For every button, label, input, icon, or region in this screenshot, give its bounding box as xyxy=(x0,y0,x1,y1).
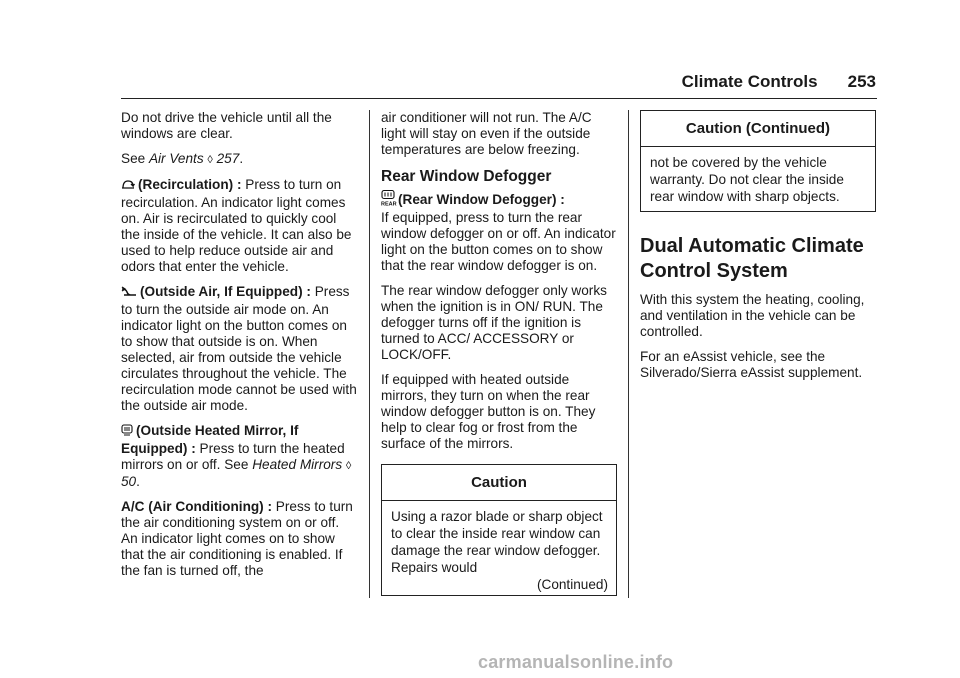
paragraph: Do not drive the vehicle until all the windows are clear. xyxy=(121,110,332,141)
heated-mirror-paragraph: (Outside Heated Mirror, If Equipped) : Press to turn the heated mirrors on or off. See Heated Mirrors ◊ 50. xyxy=(121,423,352,489)
column-divider xyxy=(369,110,370,598)
section-heading: Rear Window Defogger xyxy=(381,168,552,185)
column-divider xyxy=(628,110,629,598)
paragraph: With this system the heating, cooling, and ventilation in the vehicle can be controlled. xyxy=(640,292,865,339)
caution-title: Caution (Continued) xyxy=(641,111,875,147)
paragraph: If equipped with heated outside mirrors, they turn on when the rear window defogger button is on. They help to clear fog or frost from the surface of the mirrors. xyxy=(381,372,596,451)
page-reference[interactable]: 50 xyxy=(121,474,137,489)
outside-air-icon xyxy=(121,286,137,302)
section-title: Climate Controls xyxy=(681,72,818,91)
paragraph: For an eAssist vehicle, see the Silverado/Sierra eAssist supplement. xyxy=(640,349,863,380)
ac-paragraph: A/C (Air Conditioning) : Press to turn the air conditioning system on or off. An indicator light comes on to show that the air conditioning is enabled. If the fan is turned off, the xyxy=(121,499,353,578)
recirculation-paragraph: (Recirculation) : Press to turn on recirculation. An indicator light comes on. Air is recirculated to quickly cool the inside of the vehicle. It can also be used to help reduce outside air and odors that enter the vehicle. xyxy=(121,177,352,274)
section-heading: Dual Automatic Climate Control System xyxy=(640,235,864,282)
heated-mirror-icon xyxy=(121,424,133,441)
svg-text:REAR: REAR xyxy=(381,201,397,208)
recirculation-icon xyxy=(121,179,135,195)
outside-air-paragraph: (Outside Air, If Equipped) : Press to turn the outside air mode on. An indicator light on the button comes on to show that outside is on. When selected, air from outside the vehicle circulates throughout the vehicle. The recirculation mode cannot be used with the outside air mode. xyxy=(121,284,357,413)
paragraph: air conditioner will not run. The A/C light will stay on even if the outside temperatures are below freezing. xyxy=(381,110,592,157)
caution-box xyxy=(381,464,617,596)
page-reference[interactable]: 257 xyxy=(216,151,240,166)
caution-text: Using a razor blade or sharp object to clear the inside rear window can damage the rear window defogger. Repairs would xyxy=(391,509,603,575)
page-header xyxy=(0,72,876,92)
rear-defogger-paragraph: REAR (Rear Window Defogger) : If equipped, press to turn the rear window defogger on or off. An indicator light on the button comes on to show that the rear window defogger is on. xyxy=(381,192,616,273)
column-2 xyxy=(381,110,617,596)
watermark: carmanualsonline.info xyxy=(478,652,674,672)
page-number: 253 xyxy=(847,72,876,91)
paragraph: The rear window defogger only works when the ignition is in ON/ RUN. The defogger turns off if the ignition is turned to ACC/ ACCESSORY or LOCK/OFF. xyxy=(381,283,607,362)
cross-reference-link[interactable]: Heated Mirrors xyxy=(252,457,343,472)
caution-box-continued xyxy=(640,110,876,212)
column-3 xyxy=(640,110,876,390)
column-1 xyxy=(121,110,357,588)
rear-defogger-icon xyxy=(381,190,395,210)
continued-label: (Continued) xyxy=(536,577,608,592)
header-rule xyxy=(121,98,877,99)
cross-reference-link[interactable]: Air Vents xyxy=(148,151,204,166)
see-reference: See Air Vents ◊ 257. xyxy=(121,151,244,166)
caution-title: Caution xyxy=(382,465,616,501)
caution-text: not be covered by the vehicle warranty. Do not clear the inside rear window with sharp objects. xyxy=(650,155,844,204)
